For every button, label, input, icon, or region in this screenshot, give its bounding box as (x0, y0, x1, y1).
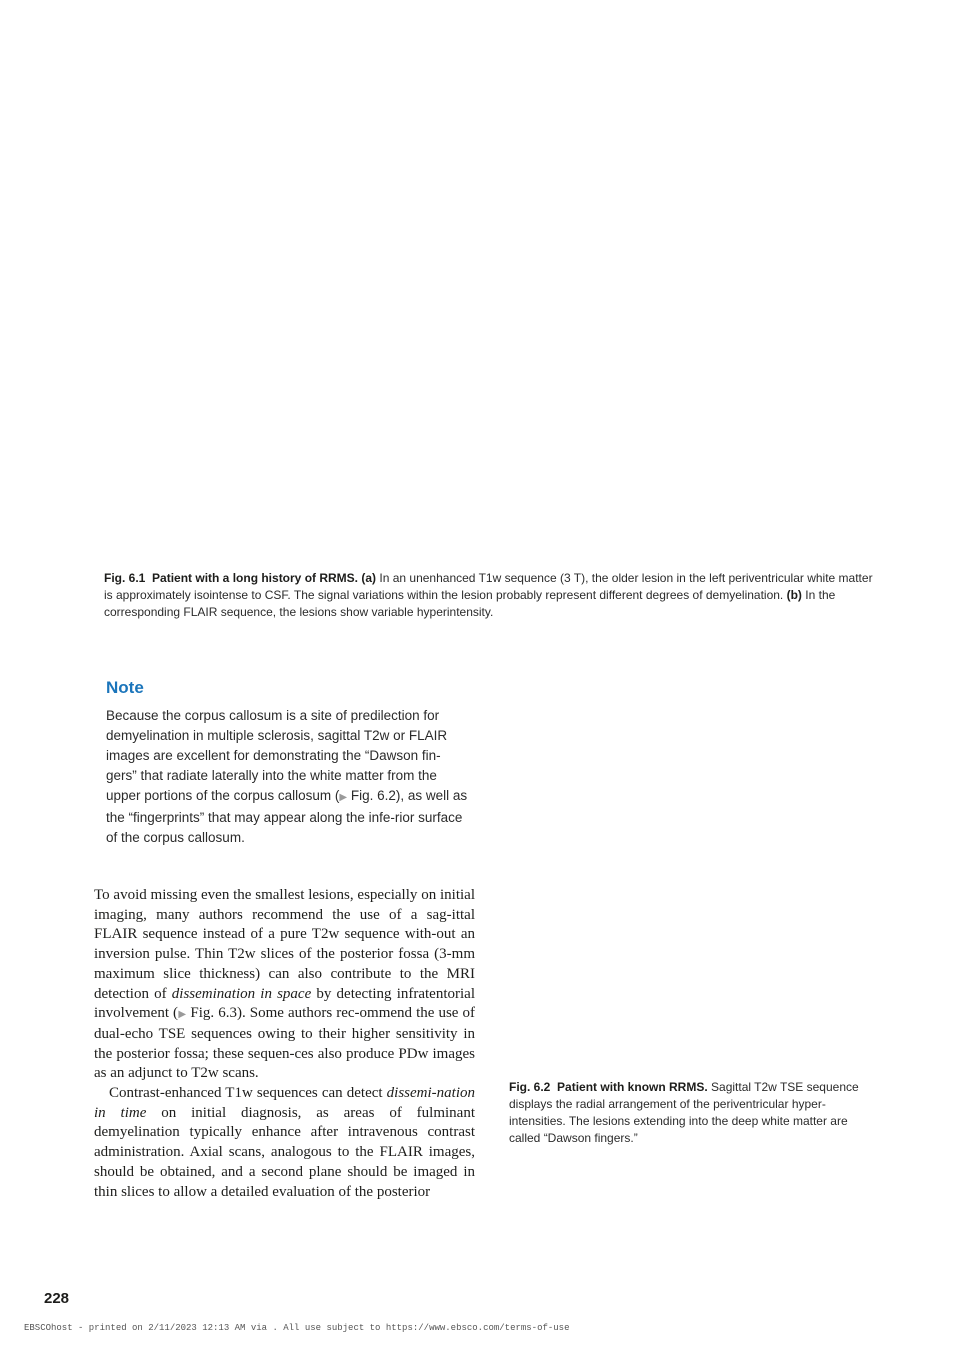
body-p1-text-c: ). Some authors rec-ommend the use of dual-echo TSE sequences owing to their higher sensitivity in the posterior fossa; these sequen-ces also produce PDw images as an adjunct to T2w scans. (94, 1005, 476, 1082)
arrow-right-icon: ▶ (178, 1009, 187, 1021)
fig2-label: Fig. 6.2 (509, 1080, 551, 1094)
body-paragraph-2 (94, 1084, 475, 1202)
print-footer: EBSCOhost - printed on 2/11/2023 12:13 AM via . All use subject to https://www.ebsco.com/terms-of-use (24, 1323, 570, 1333)
figure-6-1-caption (104, 570, 874, 621)
figure-6-1-image-area (104, 40, 864, 560)
page-number: 228 (44, 1290, 70, 1307)
body-figure-ref-link[interactable]: Fig. 6.3 (190, 1005, 237, 1022)
body-paragraph-1 (94, 886, 475, 1084)
fig1-part-b-text: In the corresponding FLAIR sequence, the lesions show variable hyperintensity. (104, 588, 836, 619)
fig1-part-a-text: In an unenhanced T1w sequence (3 T), the older lesion in the left periventricular white matter is approximately isointense to CSF. The signal variations within the lesion probably represent different degrees of demyelination. (104, 571, 873, 602)
body-p2-emphasis: dissemi-nation in time (94, 1085, 475, 1121)
arrow-right-icon: ▶ (339, 792, 348, 803)
body-p2-text-b: on initial diagnosis, as areas of fulminant demyelination typically enhance after intravenous contrast administration. Axial scans, analogous to the FLAIR images, should be obtained, and a second plane should be imaged in thin slices to allow a detailed evaluation of the posterior (94, 1104, 476, 1200)
body-p1-emphasis: dissemination in space (171, 985, 312, 1002)
note-text-before: Because the corpus callosum is a site of predilection for demyelination in multiple sclerosis, sagittal T2w or FLAIR images are excellent for demonstrating the “Dawson fin-gers” that radiate laterally into the white matter from the upper portions of the corpus callosum ( (106, 708, 448, 803)
fig2-text: Sagittal T2w TSE sequence displays the radial arrangement of the periventricular hyper-intensities. The lesions extending into the deep white matter are called “Dawson fingers.” (509, 1080, 859, 1145)
fig1-part-a-label: (a) (361, 571, 377, 585)
figure-6-2-caption (509, 1079, 874, 1147)
note-body (106, 706, 470, 848)
note-text-after: ), as well as the “fingerprints” that may appear along the infe-rior surface of the corpus callosum. (106, 788, 468, 845)
fig1-title: Patient with a long history of RRMS. (152, 571, 359, 585)
body-p1-text-a: To avoid missing even the smallest lesions, especially on initial imaging, many authors recommend the use of a sag-ittal FLAIR sequence instead of a pure T2w sequence with-out an inversion pulse. Thin T2w slices of the posterior fossa (3-mm maximum slice thickness) can also contribute to the MRI detection of (94, 887, 475, 1002)
figure-6-2-image-area (508, 670, 874, 1070)
fig1-part-b-label: (b) (786, 588, 802, 602)
fig1-label: Fig. 6.1 (104, 571, 146, 585)
note-figure-ref-link[interactable]: Fig. 6.2 (350, 788, 396, 803)
note-title: Note (106, 678, 144, 697)
note-box (96, 668, 470, 848)
fig2-title: Patient with known RRMS. (557, 1080, 708, 1094)
main-body-text (94, 886, 475, 1202)
body-p2-text-a: Contrast-enhanced T1w sequences can detect (109, 1085, 387, 1102)
body-p1-text-b: by detecting infratentorial involvement ( (94, 985, 475, 1022)
